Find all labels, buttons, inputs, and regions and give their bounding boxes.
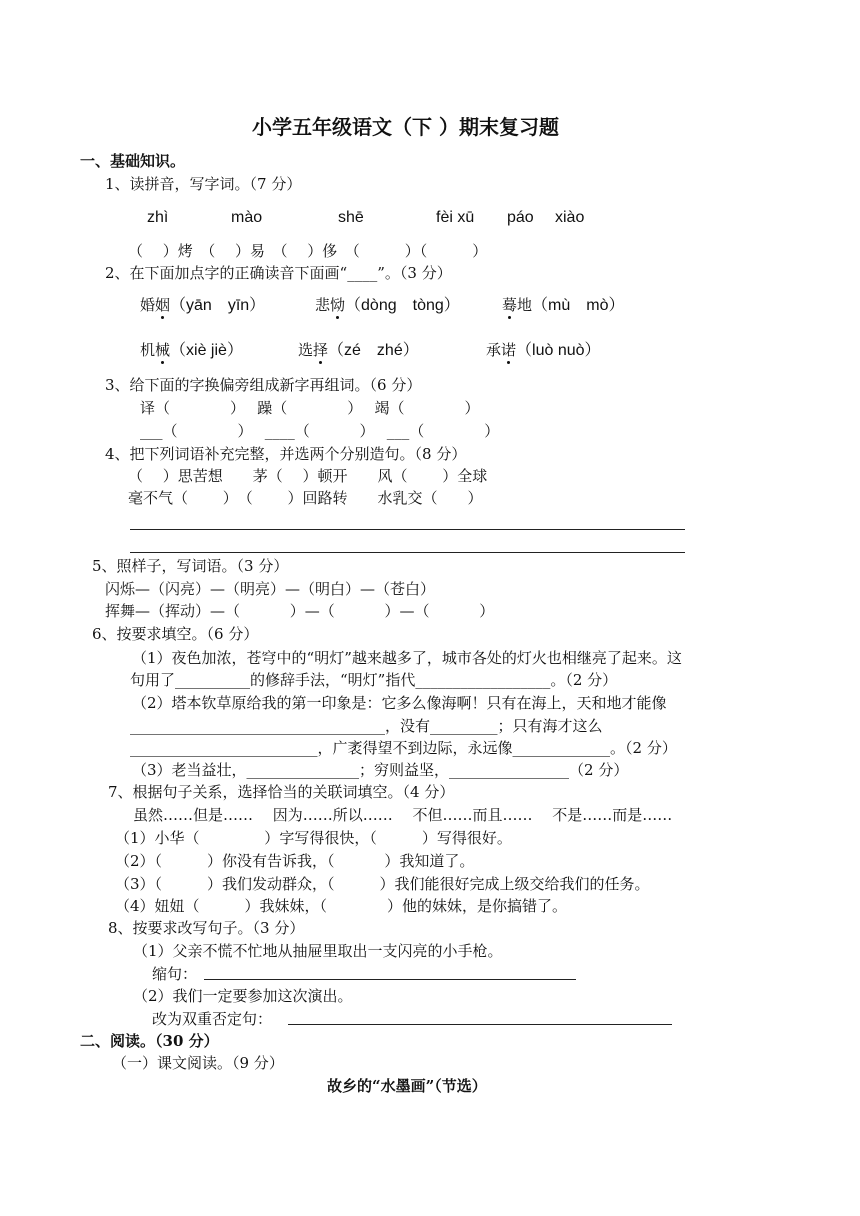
question-7-s2: （2）（ ）你没有告诉我，（ ）我知道了。	[115, 852, 475, 870]
question-7-word-bank: 虽然……但是…… 因为……所以…… 不但……而且…… 不是……而是……	[133, 806, 673, 824]
answer-line-double-negative[interactable]	[288, 1024, 672, 1025]
q2-item-2: 悲恸（dòng tòng）	[315, 296, 460, 314]
question-3-prompt: 3、给下面的字换偏旁组成新字再组词。（6 分）	[105, 376, 422, 394]
question-7-s3: （3）（ ）我们发动群众，（ ）我们能很好完成上级交给我们的任务。	[115, 875, 650, 893]
question-1-blanks: （ ）烤 （ ）易 （ ）侈 （ ）（ ）	[128, 242, 488, 260]
pinyin-5: páo	[507, 209, 534, 226]
q2-item-5: 选择（zé zhé）	[298, 341, 419, 359]
question-6-s2-line-c: _________________________，广袤得望不到边际，永远像_____________。（2 分）	[130, 739, 677, 757]
question-8-prompt: 8、按要求改写句子。（3 分）	[108, 919, 305, 937]
question-7-s1: （1）小华（ ）字写得很快，（ ）写得很好。	[115, 829, 512, 847]
section-heading-basics: 一、基础知识。	[80, 152, 186, 170]
q2-item-6: 承诺（luò nuò）	[486, 341, 601, 359]
pinyin-1: zhì	[147, 209, 169, 226]
question-8-s2-task: 改为双重否定句：	[152, 1010, 273, 1028]
question-7-s4: （4）妞妞（ ）我妹妹，（ ）他的妹妹，是你搞错了。	[115, 897, 568, 915]
page-title: 小学五年级语文（下 ）期末复习题	[252, 115, 559, 139]
dotted-char: 蓦	[502, 296, 518, 314]
question-6-s3: （3）老当益壮，_______________；穷则益坚，________________（2 分）	[132, 761, 629, 779]
question-1-prompt: 1、读拼音，写字词。（7 分）	[105, 175, 302, 193]
question-8-s2: （2）我们一定要参加这次演出。	[133, 987, 353, 1005]
question-3-row-2: ___（ ） ____（ ） ___（ ）	[140, 422, 500, 440]
pinyin-6: xiào	[555, 209, 585, 226]
q2-item-1: 婚姻（yān yīn）	[140, 296, 266, 314]
pinyin-2: mào	[231, 209, 263, 226]
question-5-example: 闪烁—（闪亮）—（明亮）—（明白）—（苍白）	[105, 580, 436, 598]
question-3-row-1: 译（ ） 躁（ ） 竭（ ）	[140, 399, 480, 417]
dotted-char: 诺	[501, 341, 517, 359]
q2-item-4: 机械（xiè jiè）	[140, 341, 243, 359]
question-6-s2-line-b: __________________________________，没有_________；只有海才这么	[130, 717, 603, 735]
answer-line-shorten[interactable]	[204, 979, 576, 980]
question-6-s2-line-a: （2）塔本钦草原给我的第一印象是：它多么像海啊！只有在海上，天和地才能像	[132, 694, 667, 712]
question-6-s1-line-a: （1）夜色加浓，苍穹中的“明灯”越来越多了，城市各处的灯火也相继亮了起来。这	[132, 649, 682, 667]
answer-line-1[interactable]	[130, 529, 685, 530]
q2-item-3: 蓦地（mù mò）	[502, 296, 625, 314]
dotted-char: 姻	[155, 296, 171, 314]
question-7-prompt: 7、根据句子关系，选择恰当的关联词填空。（4 分）	[108, 783, 455, 801]
question-5-prompt: 5、照样子，写词语。（3 分）	[92, 557, 289, 575]
question-5-task: 挥舞—（挥动）—（ ）—（ ）—（ ）	[105, 602, 495, 620]
reading-title: 故乡的“水墨画”（节选）	[327, 1077, 487, 1095]
question-2-prompt: 2、在下面加点字的正确读音下面画“____”。（3 分）	[105, 264, 452, 282]
question-4-prompt: 4、把下列词语补充完整，并选两个分别造句。（8 分）	[105, 445, 467, 463]
pinyin-3: shē	[338, 209, 364, 226]
pinyin-4: fèi xū	[436, 209, 475, 226]
reading-subsection: （一）课文阅读。（9 分）	[112, 1054, 284, 1072]
question-6-s1-line-b: 句用了__________的修辞手法，“明灯”指代__________________。（2 分）	[130, 671, 618, 689]
dotted-char: 恸	[330, 296, 346, 314]
question-4-row-1: （ ）思苦想 茅（ ）顿开 风（ ）全球	[128, 467, 488, 485]
question-8-s1: （1）父亲不慌不忙地从抽屉里取出一支闪亮的小手枪。	[133, 942, 503, 960]
dotted-char: 择	[313, 341, 329, 359]
question-6-prompt: 6、按要求填空。（6 分）	[92, 625, 259, 643]
question-8-s1-task: 缩句：	[152, 965, 198, 983]
question-4-row-2: 毫不气（ ） （ ）回路转 水乳交（ ）	[128, 489, 483, 507]
section-heading-reading: 二、阅读。（30 分）	[80, 1032, 219, 1050]
answer-line-2[interactable]	[130, 552, 685, 553]
dotted-char: 械	[155, 341, 171, 359]
